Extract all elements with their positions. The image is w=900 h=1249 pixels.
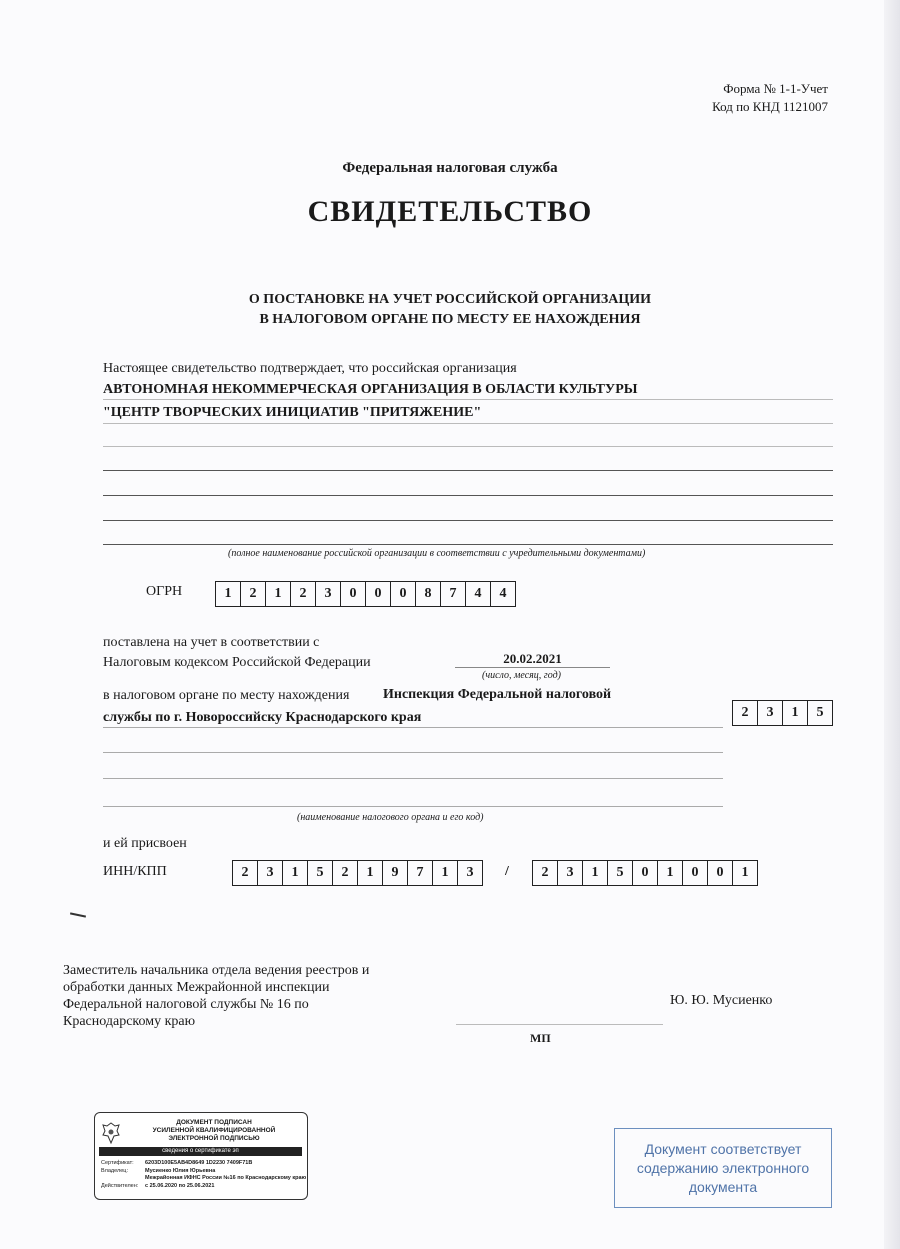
digit-cell: 1 xyxy=(283,861,308,885)
certificate-row-key: Владелец: xyxy=(101,1167,128,1174)
certificate-row-value: Мусиенко Юлия Юрьевна xyxy=(145,1167,216,1174)
paper-mark xyxy=(70,912,86,917)
form-code xyxy=(712,80,828,116)
tax-authority-name-1: Инспекция Федеральной налоговой xyxy=(383,687,612,702)
digit-cell: 2 xyxy=(533,861,558,885)
digit-cell: 0 xyxy=(341,582,366,606)
org-underline xyxy=(103,423,833,424)
tax-authority-prefix: в налоговом органе по месту нахождения xyxy=(103,688,350,703)
digit-cell: 7 xyxy=(408,861,433,885)
digit-cell: 5 xyxy=(308,861,333,885)
inn-digits xyxy=(232,860,483,886)
stamp-line: содержанию электронного xyxy=(636,1159,810,1176)
tax-authority-caption: (наименование налогового органа и его код) xyxy=(297,812,484,823)
digit-cell: 0 xyxy=(683,861,708,885)
certificate-details xyxy=(101,1160,306,1190)
e-signature-block xyxy=(94,1112,308,1200)
digit-cell: 1 xyxy=(358,861,383,885)
digit-cell: 1 xyxy=(583,861,608,885)
registration-line-1: поставлена на учет в соответствии с xyxy=(103,635,320,650)
ogrn-digits xyxy=(215,581,516,607)
conformity-stamp xyxy=(614,1128,832,1208)
digit-cell: 2 xyxy=(333,861,358,885)
digit-cell: 2 xyxy=(233,861,258,885)
tax-authority-underline xyxy=(103,806,723,807)
signature-line xyxy=(456,1024,663,1025)
certificate-row-value: 6203D100E5AB4D8649 1D2230 7409F71B xyxy=(145,1160,253,1166)
org-underline xyxy=(103,495,833,496)
knd-code: Код по КНД 1121007 xyxy=(712,99,828,114)
tax-authority-name-2: службы по г. Новороссийску Краснодарского края xyxy=(103,710,422,725)
tax-authority-code xyxy=(732,700,833,726)
tax-authority-underline xyxy=(103,727,723,728)
digit-cell: 0 xyxy=(633,861,658,885)
signatory-position-line: Федеральной налоговой службы № 16 по xyxy=(63,997,309,1012)
certificate-row-value: с 25.06.2020 по 25.06.2021 xyxy=(145,1182,215,1189)
digit-cell: 1 xyxy=(783,701,808,725)
digit-cell: 2 xyxy=(291,582,316,606)
digit-cell: 3 xyxy=(466,865,474,880)
tax-authority-underline xyxy=(103,778,723,779)
certificate-row xyxy=(101,1175,306,1183)
tax-authority-underline xyxy=(103,752,723,753)
coat-of-arms-icon xyxy=(101,1121,121,1145)
org-underline xyxy=(103,520,833,521)
digit-cell: 3 xyxy=(316,582,341,606)
form-number: Форма № 1-1-Учет xyxy=(723,81,828,96)
digit-cell: 3 xyxy=(758,701,783,725)
digit-cell: 1 xyxy=(433,861,458,885)
certificate-row-value: Межрайонная ИФНС России №16 по Краснодарскому краю xyxy=(145,1175,307,1181)
org-name-caption: (полное наименование российской организации в соответствии с учредительными документами) xyxy=(228,548,646,559)
assigned-label: и ей присвоен xyxy=(103,836,187,851)
digit-cell: 8 xyxy=(416,582,441,606)
intro-text: Настоящее свидетельство подтверждает, что российская организация xyxy=(103,361,517,376)
e-signature-heading xyxy=(125,1119,303,1143)
digit-cell: 1 xyxy=(658,861,683,885)
digit-cell: 0 xyxy=(708,861,733,885)
digit-cell: 1 xyxy=(216,582,241,606)
signatory-position-line: Заместитель начальника отдела ведения реестров и xyxy=(63,963,370,978)
certificate-info-bar: сведения о сертификате эп xyxy=(99,1147,302,1156)
digit-cell: 4 xyxy=(499,586,507,601)
registration-line-2: Налоговым кодексом Российской Федерации xyxy=(103,655,371,670)
signatory-position xyxy=(63,962,423,1030)
digit-cell: 7 xyxy=(441,582,466,606)
certificate-row-key: Сертификат: xyxy=(101,1160,134,1166)
digit-cell: 0 xyxy=(391,582,416,606)
digit-cell: 5 xyxy=(816,705,824,720)
stamp-line: Документ соответствует xyxy=(644,1140,802,1157)
digit-cell: 1 xyxy=(266,582,291,606)
signatory-position-line: обработки данных Межрайонной инспекции xyxy=(63,980,330,995)
digit-cell: 1 xyxy=(741,865,749,880)
certificate-row xyxy=(101,1183,306,1191)
page-edge xyxy=(884,0,900,1249)
ogrn-label: ОГРН xyxy=(146,584,183,599)
certificate-row xyxy=(101,1160,306,1168)
org-underline xyxy=(103,544,833,545)
org-underline xyxy=(103,446,833,447)
stamp-line: документа xyxy=(688,1178,758,1195)
org-underline xyxy=(103,470,833,471)
date-caption: (число, месяц, год) xyxy=(482,670,561,681)
signatory-name: Ю. Ю. Мусиенко xyxy=(670,993,773,1008)
agency-name: Федеральная налоговая служба xyxy=(342,160,558,176)
e-signature-heading-line: УСИЛЕННОЙ КВАЛИФИЦИРОВАННОЙ xyxy=(152,1127,276,1134)
digit-cell: 2 xyxy=(733,701,758,725)
digit-cell: 2 xyxy=(241,582,266,606)
e-signature-heading-line: ДОКУМЕНТ ПОДПИСАН xyxy=(176,1119,252,1126)
certificate-row xyxy=(101,1168,306,1176)
subtitle-line-2: В НАЛОГОВОМ ОРГАНЕ ПО МЕСТУ ЕЕ НАХОЖДЕНИЯ xyxy=(259,312,641,327)
inn-kpp-separator: / xyxy=(505,864,509,879)
subtitle-line-1: О ПОСТАНОВКЕ НА УЧЕТ РОССИЙСКОЙ ОРГАНИЗАЦИИ xyxy=(248,292,652,307)
kpp-digits xyxy=(532,860,758,886)
document-title: СВИДЕТЕЛЬСТВО xyxy=(307,195,593,228)
document-subtitle xyxy=(0,290,900,330)
org-name-line-1: АВТОНОМНАЯ НЕКОММЕРЧЕСКАЯ ОРГАНИЗАЦИЯ В ОБЛАСТИ КУЛЬТУРЫ xyxy=(103,382,638,397)
registration-date: 20.02.2021 xyxy=(455,651,610,668)
e-signature-heading-line: ЭЛЕКТРОННОЙ ПОДПИСЬЮ xyxy=(168,1135,260,1142)
signatory-position-line: Краснодарскому краю xyxy=(63,1014,196,1029)
digit-cell: 5 xyxy=(608,861,633,885)
inn-kpp-label: ИНН/КПП xyxy=(103,864,167,879)
digit-cell: 3 xyxy=(558,861,583,885)
digit-cell: 9 xyxy=(383,861,408,885)
seal-place-label: МП xyxy=(530,1031,551,1045)
digit-cell: 3 xyxy=(258,861,283,885)
digit-cell: 4 xyxy=(466,582,491,606)
digit-cell: 0 xyxy=(366,582,391,606)
org-underline xyxy=(103,399,833,400)
certificate-row-key: Действителен: xyxy=(101,1182,139,1189)
org-name-line-2: "ЦЕНТР ТВОРЧЕСКИХ ИНИЦИАТИВ "ПРИТЯЖЕНИЕ" xyxy=(103,405,482,420)
